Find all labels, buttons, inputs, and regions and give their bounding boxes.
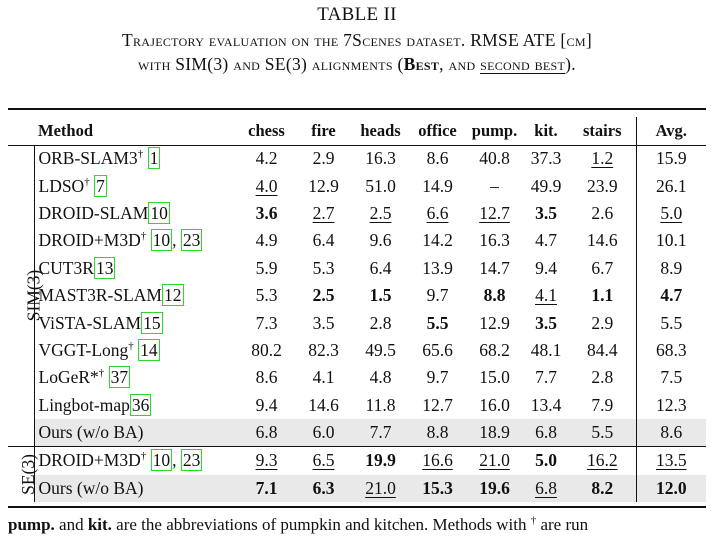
- value-second-best: 1.2: [591, 148, 614, 169]
- value-cell: [295, 227, 352, 254]
- value: 5.5: [591, 422, 614, 443]
- table-row: [8, 309, 706, 336]
- caption-line-2: Trajectory evaluation on the 7Scenes dataset. RMSE ATE [cm]: [122, 30, 592, 50]
- value-cell: [352, 172, 409, 199]
- value: 9.7: [426, 367, 449, 388]
- method-name: [34, 172, 238, 199]
- caption-line-3: [0, 54, 714, 75]
- value-cell: [238, 364, 295, 391]
- value-cell: [352, 475, 409, 502]
- citation-link[interactable]: 37: [110, 367, 129, 388]
- value: 9.6: [369, 230, 392, 251]
- value: 12.3: [655, 394, 687, 415]
- value: 5.3: [312, 257, 335, 278]
- dagger-mark: †: [140, 230, 147, 243]
- value-cell: [295, 447, 352, 475]
- value: 16.3: [479, 230, 510, 251]
- value-cell: [238, 145, 295, 172]
- table-row: [8, 200, 706, 227]
- value: 3.5: [312, 312, 335, 333]
- value: 2.9: [591, 312, 614, 333]
- footnote: [8, 515, 706, 535]
- value-cell: [466, 309, 523, 336]
- col-header: chess: [248, 121, 285, 140]
- value-cell: [238, 172, 295, 199]
- value: 68.2: [479, 339, 510, 360]
- method-label: ViSTA-SLAM: [38, 312, 142, 333]
- footnote-text: are the abbreviations of pumpkin and kitchen. Methods with: [111, 515, 531, 534]
- value-cell: [352, 227, 409, 254]
- value-best: 8.8: [483, 285, 506, 306]
- value: 8.6: [255, 367, 278, 388]
- value-cell: [636, 392, 706, 419]
- value: 23.9: [586, 175, 618, 196]
- citation-link[interactable]: 10: [152, 450, 171, 471]
- value-cell: [636, 227, 706, 254]
- value-cell: [569, 172, 636, 199]
- value: 8.8: [426, 422, 449, 443]
- value-second-best: 16.2: [586, 450, 618, 471]
- value-best: 7.1: [255, 477, 278, 498]
- value: 5.3: [255, 285, 278, 306]
- group-header: [8, 117, 34, 145]
- value-cell: [352, 419, 409, 447]
- value-second-best: 9.3: [255, 450, 278, 471]
- table-row: [8, 392, 706, 419]
- method-label: LoGeR*: [38, 367, 99, 388]
- value: 84.4: [586, 339, 618, 360]
- value-best: 2.5: [312, 285, 335, 306]
- value-cell: [466, 447, 523, 475]
- value-cell: [523, 475, 569, 502]
- value: 6.8: [255, 422, 278, 443]
- dagger-mark: †: [530, 514, 537, 527]
- value: 4.9: [255, 230, 278, 251]
- value-cell: [636, 282, 706, 309]
- footnote-text: and: [54, 515, 88, 534]
- value: 6.7: [591, 257, 614, 278]
- value-second-best: 2.5: [369, 202, 392, 223]
- citation-link[interactable]: 7: [96, 175, 105, 196]
- value-cell: [409, 145, 466, 172]
- value-cell: [523, 282, 569, 309]
- value: 12.9: [308, 175, 339, 196]
- value: 48.1: [530, 339, 562, 360]
- col-header: stairs: [583, 121, 622, 140]
- value: 8.6: [426, 148, 449, 169]
- value-cell: [295, 364, 352, 391]
- col-header: heads: [360, 121, 401, 140]
- value: 7.3: [255, 312, 278, 333]
- value: 37.3: [530, 148, 562, 169]
- value: 4.7: [535, 230, 557, 251]
- value-cell: [238, 255, 295, 282]
- value-cell: [352, 309, 409, 336]
- value-cell: [569, 364, 636, 391]
- value-cell: [569, 255, 636, 282]
- value-best: 6.3: [312, 477, 335, 498]
- table-row: [8, 145, 706, 172]
- value-cell: [295, 419, 352, 447]
- value-cell: [636, 475, 706, 502]
- value: 14.2: [422, 230, 453, 251]
- value-cell: [409, 282, 466, 309]
- footnote-text: are run: [536, 515, 589, 534]
- value-cell: [523, 392, 569, 419]
- dagger-mark: †: [98, 367, 105, 380]
- value-cell: [523, 364, 569, 391]
- value: 7.9: [591, 394, 614, 415]
- value-cell: [409, 309, 466, 336]
- value-cell: [352, 447, 409, 475]
- value-best: 8.2: [591, 477, 614, 498]
- value: 6.4: [369, 257, 392, 278]
- value-cell: [636, 200, 706, 227]
- value-cell: [295, 282, 352, 309]
- col-header: office: [418, 121, 457, 140]
- results-table: [8, 117, 706, 502]
- method-label: DROID-SLAM: [38, 202, 149, 223]
- caption-second-best: second best: [480, 54, 566, 74]
- value-cell: [466, 255, 523, 282]
- citation-link[interactable]: 10: [152, 230, 171, 251]
- value-best: 3.5: [535, 202, 557, 223]
- value-second-best: 12.7: [479, 202, 510, 223]
- value-cell: [352, 255, 409, 282]
- method-label: DROID+M3D: [38, 230, 141, 251]
- value-cell: [466, 282, 523, 309]
- footnote-term: kit.: [87, 515, 112, 534]
- value-best: 12.0: [655, 477, 687, 498]
- citation-link[interactable]: 15: [143, 312, 161, 333]
- value: 26.1: [655, 175, 687, 196]
- value-cell: [636, 447, 706, 475]
- table-row: [8, 475, 706, 502]
- value: 7.7: [369, 422, 392, 443]
- table-row: [8, 227, 706, 254]
- value-second-best: 2.7: [312, 202, 335, 223]
- value-cell: [409, 255, 466, 282]
- value-cell: [409, 227, 466, 254]
- method-label: MAST3R-SLAM: [38, 285, 162, 306]
- value: 9.4: [535, 257, 557, 278]
- value-cell: [295, 255, 352, 282]
- value-cell: [238, 337, 295, 364]
- col-header: pump.: [471, 121, 518, 140]
- value-cell: [238, 392, 295, 419]
- value-best: 4.7: [660, 285, 683, 306]
- table-row: [8, 419, 706, 447]
- value: 40.8: [479, 148, 510, 169]
- value-cell: [636, 255, 706, 282]
- value: 82.3: [308, 339, 339, 360]
- top-rule: [8, 108, 706, 110]
- group-label: [8, 145, 44, 447]
- value-cell: [569, 419, 636, 447]
- value: 7.5: [660, 367, 683, 388]
- method-label: Ours (w/o BA): [38, 422, 144, 443]
- method-name: [34, 337, 238, 364]
- value-cell: [636, 364, 706, 391]
- method-name: [34, 145, 238, 172]
- method-name: [34, 282, 238, 309]
- value-best: 1.5: [369, 285, 392, 306]
- value: 18.9: [479, 422, 510, 443]
- citation-link[interactable]: 13: [95, 257, 114, 278]
- value-cell: [295, 309, 352, 336]
- value-cell: [409, 392, 466, 419]
- group-label: [8, 447, 38, 502]
- citation-link[interactable]: 12: [164, 285, 182, 306]
- dagger-mark: †: [137, 148, 144, 161]
- citation-link[interactable]: 14: [140, 339, 158, 360]
- value-cell: [523, 447, 569, 475]
- footnote-term: pump.: [8, 515, 55, 534]
- value-cell: [238, 282, 295, 309]
- value: –: [490, 175, 499, 196]
- method-name: [34, 255, 238, 282]
- value-cell: [352, 337, 409, 364]
- col-header: Method: [38, 121, 93, 140]
- value-cell: [466, 337, 523, 364]
- method-label: VGGT-Long: [38, 339, 129, 360]
- value: 80.2: [251, 339, 282, 360]
- col-header: kit.: [534, 121, 558, 140]
- value: 14.6: [308, 394, 339, 415]
- col-header: Avg.: [636, 117, 706, 145]
- value-cell: [569, 392, 636, 419]
- dagger-mark: †: [84, 175, 90, 188]
- value-cell: [466, 145, 523, 172]
- value-second-best: 4.0: [255, 175, 278, 196]
- table-row: [8, 172, 706, 199]
- method-name: DROID+M3D† 10 , 23: [38, 230, 201, 251]
- value-cell: [352, 364, 409, 391]
- value: 12.9: [479, 312, 510, 333]
- value-second-best: 21.0: [365, 477, 396, 498]
- value: 2.8: [369, 312, 392, 333]
- citation-link[interactable]: 10: [150, 202, 168, 223]
- value: 6.0: [312, 422, 335, 443]
- value-cell: [466, 475, 523, 502]
- col-header: fire: [311, 121, 336, 140]
- value: 4.2: [255, 148, 278, 169]
- value-best: 5.5: [426, 312, 449, 333]
- citation-link[interactable]: 23: [182, 230, 201, 251]
- dagger-mark: †: [128, 340, 134, 353]
- value-cell: [466, 392, 523, 419]
- value-best: 19.9: [365, 450, 396, 471]
- value-cell: [238, 475, 295, 502]
- value-cell: [466, 227, 523, 254]
- value-second-best: 6.8: [535, 477, 557, 498]
- value: 6.8: [535, 422, 557, 443]
- value: 4.1: [312, 367, 335, 388]
- bottom-rule: [8, 506, 706, 508]
- value: 8.6: [660, 422, 683, 443]
- value-second-best: 5.0: [660, 202, 683, 223]
- value: 5.5: [660, 312, 683, 333]
- value: 2.8: [591, 367, 614, 388]
- value: 16.3: [365, 148, 396, 169]
- value-cell: [569, 447, 636, 475]
- value: 12.7: [422, 394, 453, 415]
- value-cell: [523, 172, 569, 199]
- value: 14.9: [422, 175, 453, 196]
- value-cell: [295, 172, 352, 199]
- table-row: [8, 255, 706, 282]
- value: 68.3: [655, 339, 687, 360]
- value-cell: [569, 227, 636, 254]
- value: 49.5: [365, 339, 396, 360]
- caption-text: ).: [565, 54, 576, 74]
- value: 5.9: [255, 257, 278, 278]
- method-name: [34, 364, 238, 391]
- value: 15.9: [655, 148, 687, 169]
- value: 65.6: [422, 339, 453, 360]
- value-cell: [636, 309, 706, 336]
- value-best: 3.6: [255, 202, 278, 223]
- value-cell: [238, 447, 295, 475]
- value: 8.9: [660, 257, 683, 278]
- method-label: CUT3R: [38, 257, 94, 278]
- citation-link[interactable]: 36: [131, 394, 150, 415]
- table-row: [8, 447, 706, 475]
- caption-text: with SIM(3) and SE(3) alignments (: [138, 54, 404, 74]
- table-row: [8, 337, 706, 364]
- method-name: DROID+M3D† 10 , 23: [34, 447, 238, 475]
- method-name: [34, 309, 238, 336]
- value: 49.9: [530, 175, 562, 196]
- value-best: 3.5: [535, 312, 557, 333]
- value-best: 19.6: [479, 477, 510, 498]
- value-cell: [636, 419, 706, 447]
- value: 15.0: [479, 367, 510, 388]
- group-label-text: SE(3): [17, 454, 38, 496]
- dagger-mark: †: [140, 450, 147, 463]
- value: 6.4: [312, 230, 335, 251]
- value-cell: [569, 282, 636, 309]
- value-cell: [352, 200, 409, 227]
- value-cell: [523, 227, 569, 254]
- value-cell: [409, 475, 466, 502]
- value-cell: [466, 200, 523, 227]
- method-label: DROID+M3D: [38, 450, 141, 471]
- value-cell: [636, 337, 706, 364]
- value-cell: [352, 282, 409, 309]
- method-name: [34, 475, 238, 502]
- caption-best: Best: [403, 54, 440, 74]
- value: 14.6: [586, 230, 618, 251]
- value-second-best: 6.5: [312, 450, 335, 471]
- value-cell: [409, 200, 466, 227]
- value-second-best: 21.0: [479, 450, 510, 471]
- value-cell: [295, 145, 352, 172]
- value-cell: [523, 419, 569, 447]
- method-name: [34, 392, 238, 419]
- value-cell: [523, 145, 569, 172]
- method-name: [34, 419, 238, 447]
- value: 9.7: [426, 285, 449, 306]
- value-cell: [636, 172, 706, 199]
- value-second-best: 13.5: [655, 450, 687, 471]
- value-cell: [409, 364, 466, 391]
- value-cell: [569, 337, 636, 364]
- value-cell: [636, 145, 706, 172]
- value-cell: [523, 200, 569, 227]
- value-cell: [569, 200, 636, 227]
- value: 2.6: [591, 202, 614, 223]
- method-label: ORB-SLAM3: [38, 148, 138, 169]
- value-cell: [295, 200, 352, 227]
- value: 9.4: [255, 394, 278, 415]
- table-number: TABLE II: [317, 4, 397, 25]
- value-cell: [352, 392, 409, 419]
- value: 14.7: [479, 257, 510, 278]
- value-cell: [409, 447, 466, 475]
- value: 4.8: [369, 367, 392, 388]
- value: 11.8: [365, 394, 396, 415]
- value-best: 5.0: [535, 450, 557, 471]
- value: 51.0: [365, 175, 396, 196]
- table-row: [8, 282, 706, 309]
- value-cell: [466, 364, 523, 391]
- value-cell: [295, 337, 352, 364]
- value-cell: [409, 172, 466, 199]
- value-cell: [295, 392, 352, 419]
- value-cell: [466, 172, 523, 199]
- value-cell: [523, 337, 569, 364]
- value: 13.4: [530, 394, 562, 415]
- value-cell: [238, 200, 295, 227]
- value-second-best: 4.1: [535, 285, 557, 306]
- value: 10.1: [655, 230, 687, 251]
- value: 16.0: [479, 394, 510, 415]
- method-label: LDSO: [38, 175, 85, 196]
- value-cell: [238, 419, 295, 447]
- value-cell: [569, 145, 636, 172]
- value: 7.7: [535, 367, 557, 388]
- method-name: [34, 200, 238, 227]
- value: 2.9: [312, 148, 335, 169]
- value-cell: [295, 475, 352, 502]
- value-cell: [466, 419, 523, 447]
- value-cell: [409, 337, 466, 364]
- value-second-best: 16.6: [422, 450, 453, 471]
- value-cell: [238, 227, 295, 254]
- value: 13.9: [422, 257, 453, 278]
- value-cell: [238, 309, 295, 336]
- value-cell: [569, 475, 636, 502]
- group-label-text: SIM(3): [23, 269, 44, 322]
- value-best: 15.3: [422, 477, 453, 498]
- citation-link[interactable]: 23: [182, 450, 201, 471]
- value-cell: [409, 419, 466, 447]
- value-cell: [569, 309, 636, 336]
- caption-text: , and: [439, 54, 481, 74]
- value-best: 1.1: [591, 285, 614, 306]
- citation-link[interactable]: 1: [149, 148, 159, 169]
- value-cell: [523, 309, 569, 336]
- method-label: Lingbot-map: [38, 394, 130, 415]
- value-cell: [352, 145, 409, 172]
- table-row: [8, 364, 706, 391]
- header-row: [8, 117, 706, 145]
- value-second-best: 6.6: [426, 202, 449, 223]
- method-label: Ours (w/o BA): [38, 477, 144, 498]
- value-cell: [523, 255, 569, 282]
